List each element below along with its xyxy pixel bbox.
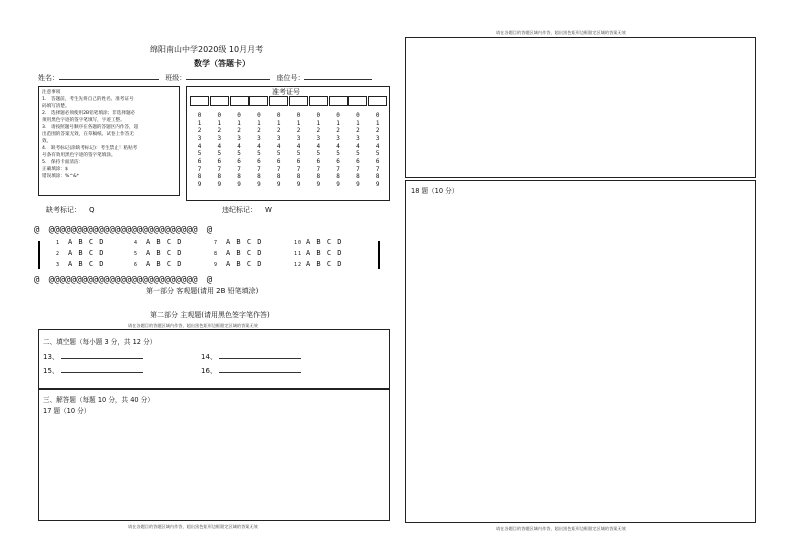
notice-line: 4. 缺考标记(涂缺考标记)：考生禁止！粘贴考: [42, 146, 138, 151]
exam-digit-bubble[interactable]: 1: [336, 119, 340, 127]
exam-digit-bubble[interactable]: 3: [336, 134, 340, 142]
objective-question[interactable]: [134, 260, 183, 268]
exam-number-cell[interactable]: [368, 96, 387, 106]
exam-number-cell[interactable]: [190, 96, 209, 106]
solve-title: 三、解答题（每题 10 分，共 40 分）: [43, 396, 154, 404]
objective-question[interactable]: [294, 260, 343, 268]
student-info-row: [38, 73, 372, 83]
q18-box[interactable]: [405, 180, 756, 523]
notice-title: 注意事项: [42, 90, 61, 95]
exam-digit-bubble[interactable]: 9: [197, 180, 202, 188]
exam-digit-bubble[interactable]: 6: [237, 157, 241, 165]
exam-digit-bubble[interactable]: 1: [316, 119, 321, 127]
exam-number-digit-column: [289, 112, 308, 189]
question-number: 9: [214, 262, 219, 268]
exam-digit-bubble[interactable]: 3: [217, 134, 222, 142]
exam-digit-bubble[interactable]: 5: [217, 150, 222, 158]
exam-digit-bubble[interactable]: 3: [237, 134, 241, 142]
exam-number-cell[interactable]: [309, 96, 328, 106]
exam-digit-bubble[interactable]: 1: [296, 119, 301, 127]
exam-digit-bubble[interactable]: 5: [316, 150, 321, 158]
exam-digit-bubble[interactable]: 0: [336, 112, 340, 119]
notice-line: 1. 答题前，考生先将自己的姓名、准考证号: [42, 97, 134, 102]
exam-digit-bubble[interactable]: 9: [276, 180, 281, 188]
exam-digit-bubble[interactable]: 6: [336, 157, 340, 165]
exam-digit-bubble[interactable]: 2: [296, 127, 301, 135]
exam-digit-bubble[interactable]: 2: [276, 127, 281, 135]
exam-digit-bubble[interactable]: 8: [316, 173, 321, 181]
objective-question[interactable]: [134, 238, 183, 246]
exam-number-digit-column: [269, 112, 288, 189]
timing-bar-left: [38, 241, 40, 269]
answer-14[interactable]: [201, 352, 301, 362]
option-bubbles[interactable]: A B C D: [68, 260, 105, 268]
violation-symbol: W: [265, 206, 272, 214]
exam-digit-bubble[interactable]: 4: [316, 142, 321, 150]
fill-in-box: [38, 329, 390, 389]
exam-digit-bubble[interactable]: 9: [237, 180, 241, 188]
exam-digit-bubble[interactable]: 4: [356, 142, 360, 150]
exam-number-cell[interactable]: [289, 96, 308, 106]
exam-digit-bubble[interactable]: 7: [197, 165, 202, 173]
question-number: 12: [294, 262, 303, 268]
exam-number-digit-column: [190, 112, 209, 189]
exam-digit-bubble[interactable]: 8: [296, 173, 301, 181]
option-bubbles[interactable]: A B C D: [68, 249, 105, 257]
exam-digit-bubble[interactable]: 0: [316, 112, 321, 119]
answer-14-label: 14、: [201, 353, 217, 361]
name-label: 姓名：: [38, 74, 59, 82]
exam-digit-bubble[interactable]: 2: [336, 127, 340, 135]
exam-number-cell[interactable]: [249, 96, 268, 106]
exam-digit-bubble[interactable]: 8: [375, 173, 380, 181]
exam-number-cell[interactable]: [210, 96, 229, 106]
exam-digit-bubble[interactable]: 2: [375, 127, 380, 135]
exam-digit-bubble[interactable]: 6: [197, 157, 202, 165]
exam-digit-bubble[interactable]: 5: [257, 150, 261, 158]
answer-15-blank[interactable]: [61, 372, 143, 373]
exam-digit-bubble[interactable]: 0: [217, 112, 222, 119]
option-bubbles[interactable]: A B C D: [68, 238, 105, 246]
exam-digit-bubble[interactable]: 7: [296, 165, 301, 173]
exam-digit-bubble[interactable]: 5: [356, 150, 360, 158]
part2-title: 第二部分 主观题(请用黑色签字笔作答): [150, 311, 270, 319]
exam-digit-bubble[interactable]: 3: [296, 134, 301, 142]
exam-digit-bubble[interactable]: 6: [375, 157, 380, 165]
objective-question[interactable]: [214, 238, 263, 246]
question-number: 7: [214, 240, 219, 246]
exam-digit-bubble[interactable]: 8: [257, 173, 261, 181]
exam-number-digit-column: [348, 112, 367, 189]
objective-question[interactable]: [56, 249, 105, 257]
exam-number-cell[interactable]: [329, 96, 348, 106]
part1-title: 第一部分 客观题(请用 2B 铅笔填涂): [146, 287, 259, 295]
exam-number-digit-column: [230, 112, 249, 189]
exam-digit-bubble[interactable]: 4: [217, 142, 222, 150]
notice-line: 须用黑色字迹的签字笔填写，字迹工整。: [42, 118, 125, 123]
option-bubbles[interactable]: A B C D: [226, 260, 263, 268]
exam-digit-bubble[interactable]: 9: [257, 180, 261, 188]
exam-digit-bubble[interactable]: 4: [276, 142, 281, 150]
question-number: 10: [294, 240, 303, 246]
exam-digit-bubble[interactable]: 7: [375, 165, 380, 173]
exam-digit-bubble[interactable]: 4: [257, 142, 261, 150]
exam-digit-bubble[interactable]: 0: [197, 112, 202, 119]
notice-line: 错误填涂：%^&*: [42, 174, 80, 179]
exam-digit-bubble[interactable]: 8: [217, 173, 222, 181]
answer-13-label: 13、: [43, 353, 59, 361]
anchor-row-top: @ @@@@@@@@@@@@@@@@@@@@@@@@@@@ @: [34, 225, 213, 235]
exam-digit-bubble[interactable]: 5: [336, 150, 340, 158]
absent-symbol: Q: [89, 206, 95, 214]
notice-line: 2. 选择题必须使用2B铅笔填涂；非选择题必: [42, 111, 136, 116]
exam-digit-bubble[interactable]: 1: [356, 119, 360, 127]
answer-13-blank[interactable]: [61, 358, 143, 359]
school-title: 绵阳南山中学2020级 10月月考: [150, 45, 264, 54]
exam-digit-bubble[interactable]: 4: [237, 142, 241, 150]
exam-digit-bubble[interactable]: 8: [356, 173, 360, 181]
objective-question[interactable]: [294, 238, 343, 246]
question-number: 1: [56, 240, 61, 246]
exam-digit-bubble[interactable]: 3: [316, 134, 321, 142]
exam-digit-bubble[interactable]: 7: [237, 165, 241, 173]
exam-digit-bubble[interactable]: 0: [257, 112, 261, 119]
exam-digit-bubble[interactable]: 1: [197, 119, 202, 127]
exam-digit-bubble[interactable]: 1: [237, 119, 241, 127]
option-bubbles[interactable]: A B C D: [306, 238, 343, 246]
exam-digit-bubble[interactable]: 6: [276, 157, 281, 165]
exam-digit-bubble[interactable]: 6: [316, 157, 321, 165]
question-number: 8: [214, 251, 219, 257]
violation-mark[interactable]: [222, 205, 272, 215]
warning-bottom-right: 请在各题目的答题区域内作答，超出黑色矩形边框限定区域的答案无效: [496, 526, 626, 531]
exam-digit-bubble[interactable]: 9: [356, 180, 360, 188]
exam-digit-bubble[interactable]: 5: [375, 150, 380, 158]
seat-label: 座位号：: [276, 74, 305, 82]
exam-digit-bubble[interactable]: 3: [356, 134, 360, 142]
name-field[interactable]: [59, 79, 159, 80]
option-bubbles[interactable]: A B C D: [306, 260, 343, 268]
q18-title: 18 题（10 分）: [411, 187, 459, 195]
exam-digit-bubble[interactable]: 8: [276, 173, 281, 181]
exam-digit-bubble[interactable]: 6: [217, 157, 222, 165]
question-number: 6: [134, 262, 139, 268]
answer-13[interactable]: [43, 352, 143, 362]
option-bubbles[interactable]: A B C D: [226, 249, 263, 257]
exam-digit-bubble[interactable]: 0: [237, 112, 241, 119]
answer-15[interactable]: [43, 366, 143, 376]
exam-digit-bubble[interactable]: 9: [217, 180, 222, 188]
exam-digit-bubble[interactable]: 5: [197, 150, 202, 158]
absent-mark[interactable]: [46, 205, 95, 215]
exam-digit-bubble[interactable]: 9: [375, 180, 380, 188]
exam-digit-bubble[interactable]: 4: [336, 142, 340, 150]
absent-label: 缺考标记：: [46, 206, 81, 214]
exam-digit-bubble[interactable]: 1: [276, 119, 281, 127]
exam-digit-bubble[interactable]: 2: [316, 127, 321, 135]
exam-digit-bubble[interactable]: 6: [356, 157, 360, 165]
exam-digit-bubble[interactable]: 3: [276, 134, 281, 142]
exam-digit-bubble[interactable]: 7: [257, 165, 261, 173]
objective-question[interactable]: [56, 238, 105, 246]
seat-field[interactable]: [304, 79, 372, 80]
exam-digit-bubble[interactable]: 8: [237, 173, 241, 181]
notice-line: 出范围的答案无效，在草稿纸、试卷上作答无: [42, 132, 134, 137]
exam-number-cell[interactable]: [348, 96, 367, 106]
exam-number-digit-column: [249, 112, 268, 189]
notice-line: 3. 请按照题号顺序在各题的答题区内作答，超: [42, 125, 139, 130]
exam-number-digit-column: [309, 112, 328, 189]
exam-digit-bubble[interactable]: 6: [296, 157, 301, 165]
exam-number-digit-column: [210, 112, 229, 189]
exam-digit-bubble[interactable]: 3: [375, 134, 380, 142]
question-number: 5: [134, 251, 139, 257]
exam-digit-bubble[interactable]: 7: [336, 165, 340, 173]
exam-digit-bubble[interactable]: 5: [276, 150, 281, 158]
exam-digit-bubble[interactable]: 0: [356, 112, 360, 119]
answer-box-continued[interactable]: [405, 37, 756, 178]
exam-number-label: 准考证号: [272, 88, 300, 96]
exam-digit-bubble[interactable]: 0: [375, 112, 380, 119]
question-number: 3: [56, 262, 61, 268]
warning-top-left: 请在各题目的答题区域内作答，超出黑色矩形边框限定区域的答案无效: [128, 323, 258, 328]
q17-title: 17 题（10 分）: [43, 407, 91, 415]
exam-digit-bubble[interactable]: 8: [197, 173, 202, 181]
option-bubbles[interactable]: A B C D: [146, 260, 183, 268]
objective-question[interactable]: [134, 249, 183, 257]
exam-digit-bubble[interactable]: 5: [296, 150, 301, 158]
exam-digit-bubble[interactable]: 9: [296, 180, 301, 188]
option-bubbles[interactable]: A B C D: [146, 238, 183, 246]
exam-digit-bubble[interactable]: 7: [276, 165, 281, 173]
answer-16[interactable]: [201, 366, 301, 376]
exam-number-cell[interactable]: [269, 96, 288, 106]
answer-15-label: 15、: [43, 367, 59, 375]
warning-bottom-left: 请在各题目的答题区域内作答，超出黑色矩形边框限定区域的答案无效: [128, 524, 258, 529]
objective-question[interactable]: [294, 249, 343, 257]
exam-number-digit-column: [368, 112, 387, 189]
exam-digit-bubble[interactable]: 2: [257, 127, 261, 135]
exam-digit-bubble[interactable]: 1: [375, 119, 380, 127]
exam-digit-bubble[interactable]: 4: [375, 142, 380, 150]
option-bubbles[interactable]: A B C D: [306, 249, 343, 257]
question-number: 4: [134, 240, 139, 246]
question-number: 2: [56, 251, 61, 257]
notice-line: 号条有效用黑色字迹的签字笔填涂。: [42, 153, 116, 158]
objective-question[interactable]: [214, 249, 263, 257]
question-number: 11: [294, 251, 303, 257]
answer-16-blank[interactable]: [219, 372, 301, 373]
exam-digit-bubble[interactable]: 4: [296, 142, 301, 150]
subject-title: 数学（答题卡）: [194, 59, 250, 68]
exam-digit-bubble[interactable]: 2: [197, 127, 202, 135]
notice-line: 效。: [42, 139, 52, 144]
exam-number-cell[interactable]: [230, 96, 249, 106]
notice-line: 码填写清楚。: [42, 104, 70, 109]
exam-digit-bubble[interactable]: 2: [237, 127, 241, 135]
class-label: 班级：: [165, 74, 187, 82]
exam-digit-bubble[interactable]: 2: [356, 127, 360, 135]
exam-digit-bubble[interactable]: 3: [257, 134, 261, 142]
answer-16-label: 16、: [201, 367, 217, 375]
exam-digit-bubble[interactable]: 3: [197, 134, 202, 142]
solve-box[interactable]: [38, 389, 390, 521]
exam-digit-bubble[interactable]: 9: [336, 180, 340, 188]
exam-digit-bubble[interactable]: 2: [217, 127, 222, 135]
exam-digit-bubble[interactable]: 8: [336, 173, 340, 181]
exam-digit-bubble[interactable]: 7: [356, 165, 360, 173]
notice-line: 正确填涂：$: [42, 167, 68, 172]
option-bubbles[interactable]: A B C D: [226, 238, 263, 246]
option-bubbles[interactable]: A B C D: [146, 249, 183, 257]
exam-digit-bubble[interactable]: 6: [257, 157, 261, 165]
exam-digit-bubble[interactable]: 1: [217, 119, 222, 127]
exam-digit-bubble[interactable]: 7: [217, 165, 222, 173]
exam-digit-bubble[interactable]: 9: [316, 180, 321, 188]
notice-line: 5. 保持卡面清洁：: [42, 160, 84, 165]
exam-number-digit-column: [329, 112, 348, 189]
exam-digit-bubble[interactable]: 1: [257, 119, 261, 127]
objective-question[interactable]: [56, 260, 105, 268]
exam-digit-bubble[interactable]: 4: [197, 142, 202, 150]
exam-digit-bubble[interactable]: 5: [237, 150, 241, 158]
class-field[interactable]: [186, 79, 270, 80]
warning-top-right: 请在各题目的答题区域内作答，超出黑色矩形边框限定区域的答案无效: [496, 30, 626, 35]
exam-digit-bubble[interactable]: 0: [276, 112, 281, 119]
notice-box: [38, 86, 180, 196]
objective-question[interactable]: [214, 260, 263, 268]
anchor-row-bottom: @ @@@@@@@@@@@@@@@@@@@@@@@@@@@ @: [34, 275, 213, 285]
exam-digit-bubble[interactable]: 0: [296, 112, 301, 119]
fill-in-title: 二、填空题（每小题 3 分，共 12 分）: [43, 338, 157, 346]
exam-digit-bubble[interactable]: 7: [316, 165, 321, 173]
answer-14-blank[interactable]: [219, 358, 301, 359]
violation-label: 违纪标记：: [222, 206, 257, 214]
timing-bar-right: [378, 241, 380, 269]
